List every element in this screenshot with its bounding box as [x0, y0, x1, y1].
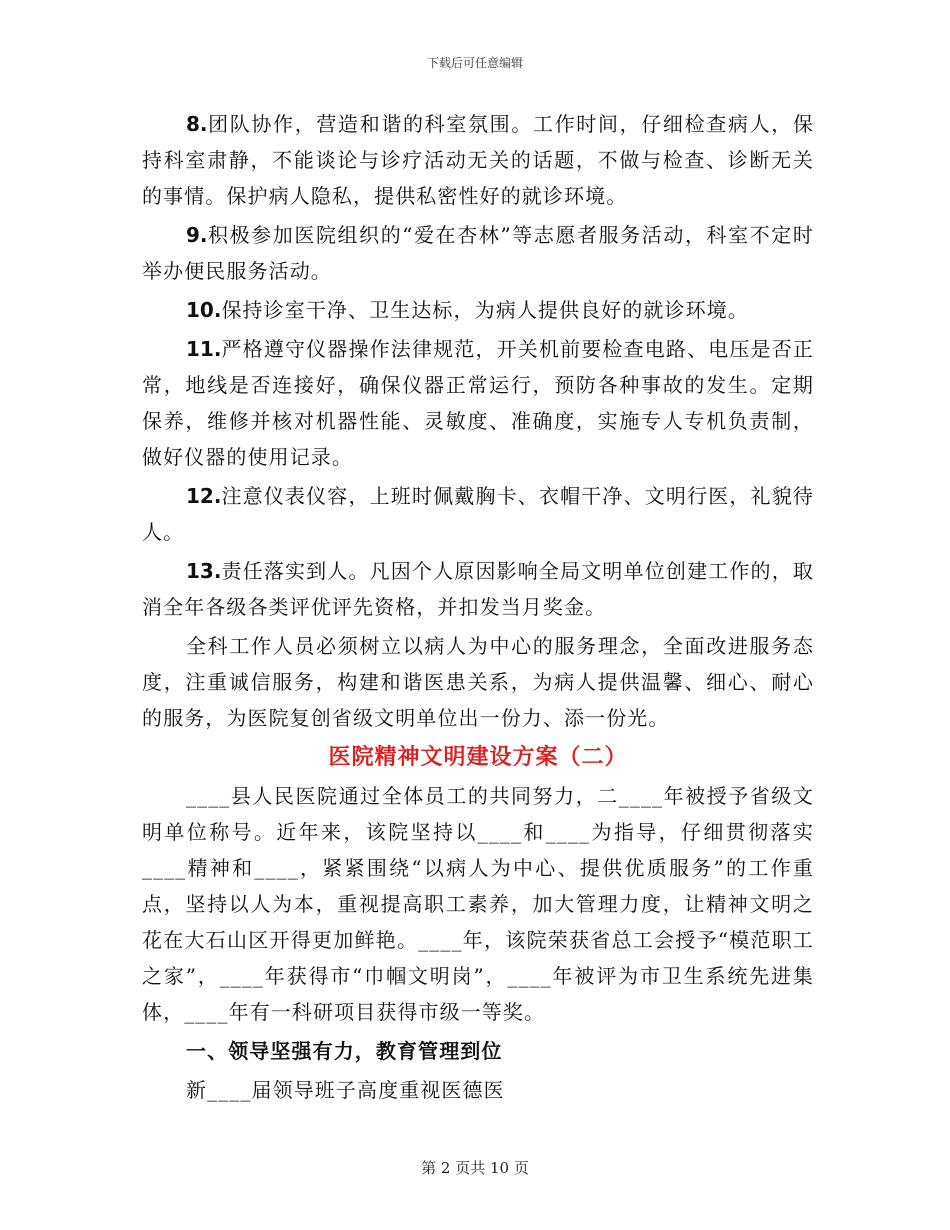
item-text: 严格遵守仪器操作法律规范，开关机前要检查电路、电压是否正常，地线是否连接好，确保仪器正常运行，预防各种事故的发生。定期保养，维修并核对机器性能、灵敏度、准确度，实施专人专机负责制，做好仪器的使用记录。 [142, 337, 814, 469]
item-number: 11. [186, 337, 222, 361]
item-text: 保持诊室干净、卫生达标，为病人提供良好的就诊环境。 [221, 298, 749, 322]
section-title: 医院精神文明建设方案（二） [328, 744, 628, 770]
item-number: 8. [186, 112, 208, 136]
last-paragraph: 新____届领导班子高度重视医德医 [186, 1078, 505, 1102]
item-text: 团队协作，营造和谐的科室氛围。工作时间，仔细检查病人，保持科室肃静，不能谈论与诊疗活动无关的话题，不做与检查、诊断无关的事情。保护病人隐私，提供私密性好的就诊环境。 [142, 112, 814, 208]
item-text: 积极参加医院组织的“爱在杏林”等志愿者服务活动，科室不定时举办便民服务活动。 [142, 223, 814, 283]
item-text: 责任落实到人。凡因个人原因影响全局文明单位创建工作的，取消全年各级各类评优评先资格，并扣发当月奖金。 [142, 559, 814, 619]
document-body [142, 106, 814, 1111]
item-number: 12. [186, 484, 222, 508]
intro-paragraph: ____县人民医院通过全体员工的共同努力，二____年被授予省级文明单位称号。近年来，该院坚持以____和____为指导，仔细贯彻落实____精神和____，紧紧围绕“以病人为中心、提供优质服务”的工作重点，坚持以人为本，重视提高职工素养，加大管理力度，让精神文明之花在大石山区开得更加鲜艳。____年，该院荣获省总工会授予“模范职工之家”，____年获得市“巾帼文明岗”，____年被评为市卫生系统先进集体，____年有一科研项目获得市级一等奖。 [142, 784, 814, 1024]
list-item [142, 331, 814, 475]
page-header-note: 下载后可任意编辑 [426, 56, 523, 70]
item-number: 10. [186, 298, 222, 322]
item-text: 注意仪表仪容，上班时佩戴胸卡、衣帽干净、文明行医，礼貌待人。 [142, 484, 814, 544]
closing-paragraph: 全科工作人员必须树立以病人为中心的服务理念，全面改进服务态度，注重诚信服务，构建和谐医患关系，为病人提供温馨、细心、耐心的服务，为医院复创省级文明单位出一份力、添一份光。 [142, 634, 814, 730]
item-number: 13. [186, 559, 222, 583]
sub-heading: 一、领导坚强有力，教育管理到位 [186, 1039, 503, 1063]
item-number: 9. [186, 223, 208, 247]
list-item [142, 478, 814, 550]
list-item [142, 217, 814, 289]
list-item [142, 553, 814, 625]
list-item [142, 106, 814, 214]
page-footer: 第 2 页共 10 页 [421, 1159, 529, 1177]
list-item [142, 292, 814, 328]
